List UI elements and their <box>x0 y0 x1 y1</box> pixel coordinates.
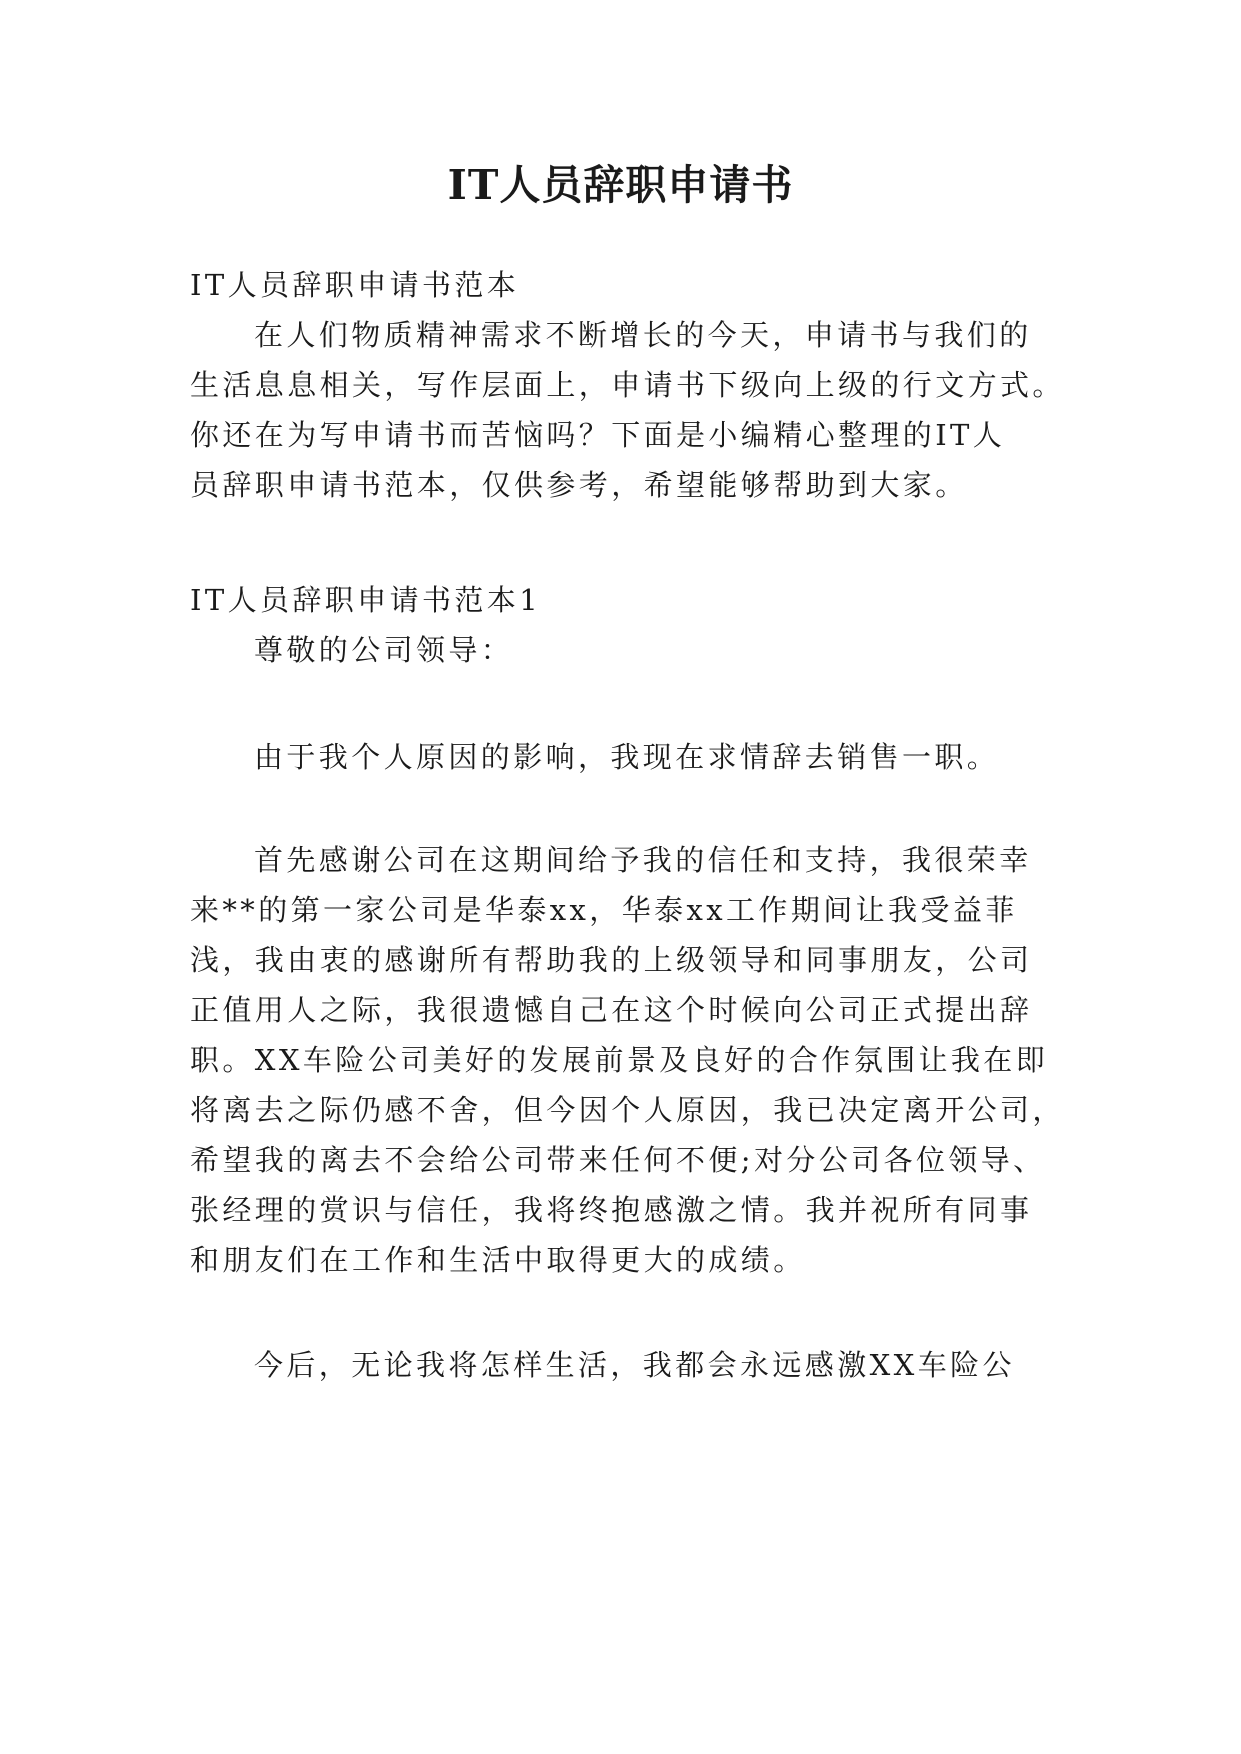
paragraph-1: 由于我个人原因的影响，我现在求情辞去销售一职。 <box>254 740 1000 774</box>
paragraph-2-line: 和朋友们在工作和生活中取得更大的成绩。 <box>190 1243 806 1277</box>
paragraph-2-line: 正值用人之际，我很遗憾自己在这个时候向公司正式提出辞 <box>190 993 1033 1027</box>
section-heading: IT人员辞职申请书范本1 <box>190 583 542 617</box>
paragraph-2-line: 浅，我由衷的感谢所有帮助我的上级领导和同事朋友，公司 <box>190 943 1033 977</box>
salutation: 尊敬的公司领导： <box>254 633 514 667</box>
intro-line: 在人们物质精神需求不断增长的今天，申请书与我们的 <box>254 318 1032 352</box>
document-title: IT人员辞职申请书 <box>447 161 794 209</box>
intro-line: 你还在为写申请书而苦恼吗？下面是小编精心整理的IT人 <box>190 418 1006 452</box>
paragraph-2-line: 来**的第一家公司是华泰xx，华泰xx工作期间让我受益菲 <box>190 893 1018 927</box>
subtitle: IT人员辞职申请书范本 <box>190 268 520 302</box>
paragraph-2-line: 张经理的赏识与信任，我将终抱感激之情。我并祝所有同事 <box>190 1193 1033 1227</box>
paragraph-2-line: 首先感谢公司在这期间给予我的信任和支持，我很荣幸 <box>254 843 1032 877</box>
paragraph-2-line: 将离去之际仍感不舍，但今因个人原因，我已决定离开公司， <box>190 1093 1065 1127</box>
paragraph-3: 今后，无论我将怎样生活，我都会永远感激XX车险公 <box>254 1348 1015 1382</box>
intro-line: 生活息息相关，写作层面上，申请书下级向上级的行文方式。 <box>190 368 1065 402</box>
paragraph-2-line: 职。XX车险公司美好的发展前景及良好的合作氛围让我在即 <box>190 1043 1049 1077</box>
paragraph-2-line: 希望我的离去不会给公司带来任何不便;对分公司各位领导、 <box>190 1143 1046 1177</box>
intro-line: 员辞职申请书范本，仅供参考，希望能够帮助到大家。 <box>190 468 968 502</box>
